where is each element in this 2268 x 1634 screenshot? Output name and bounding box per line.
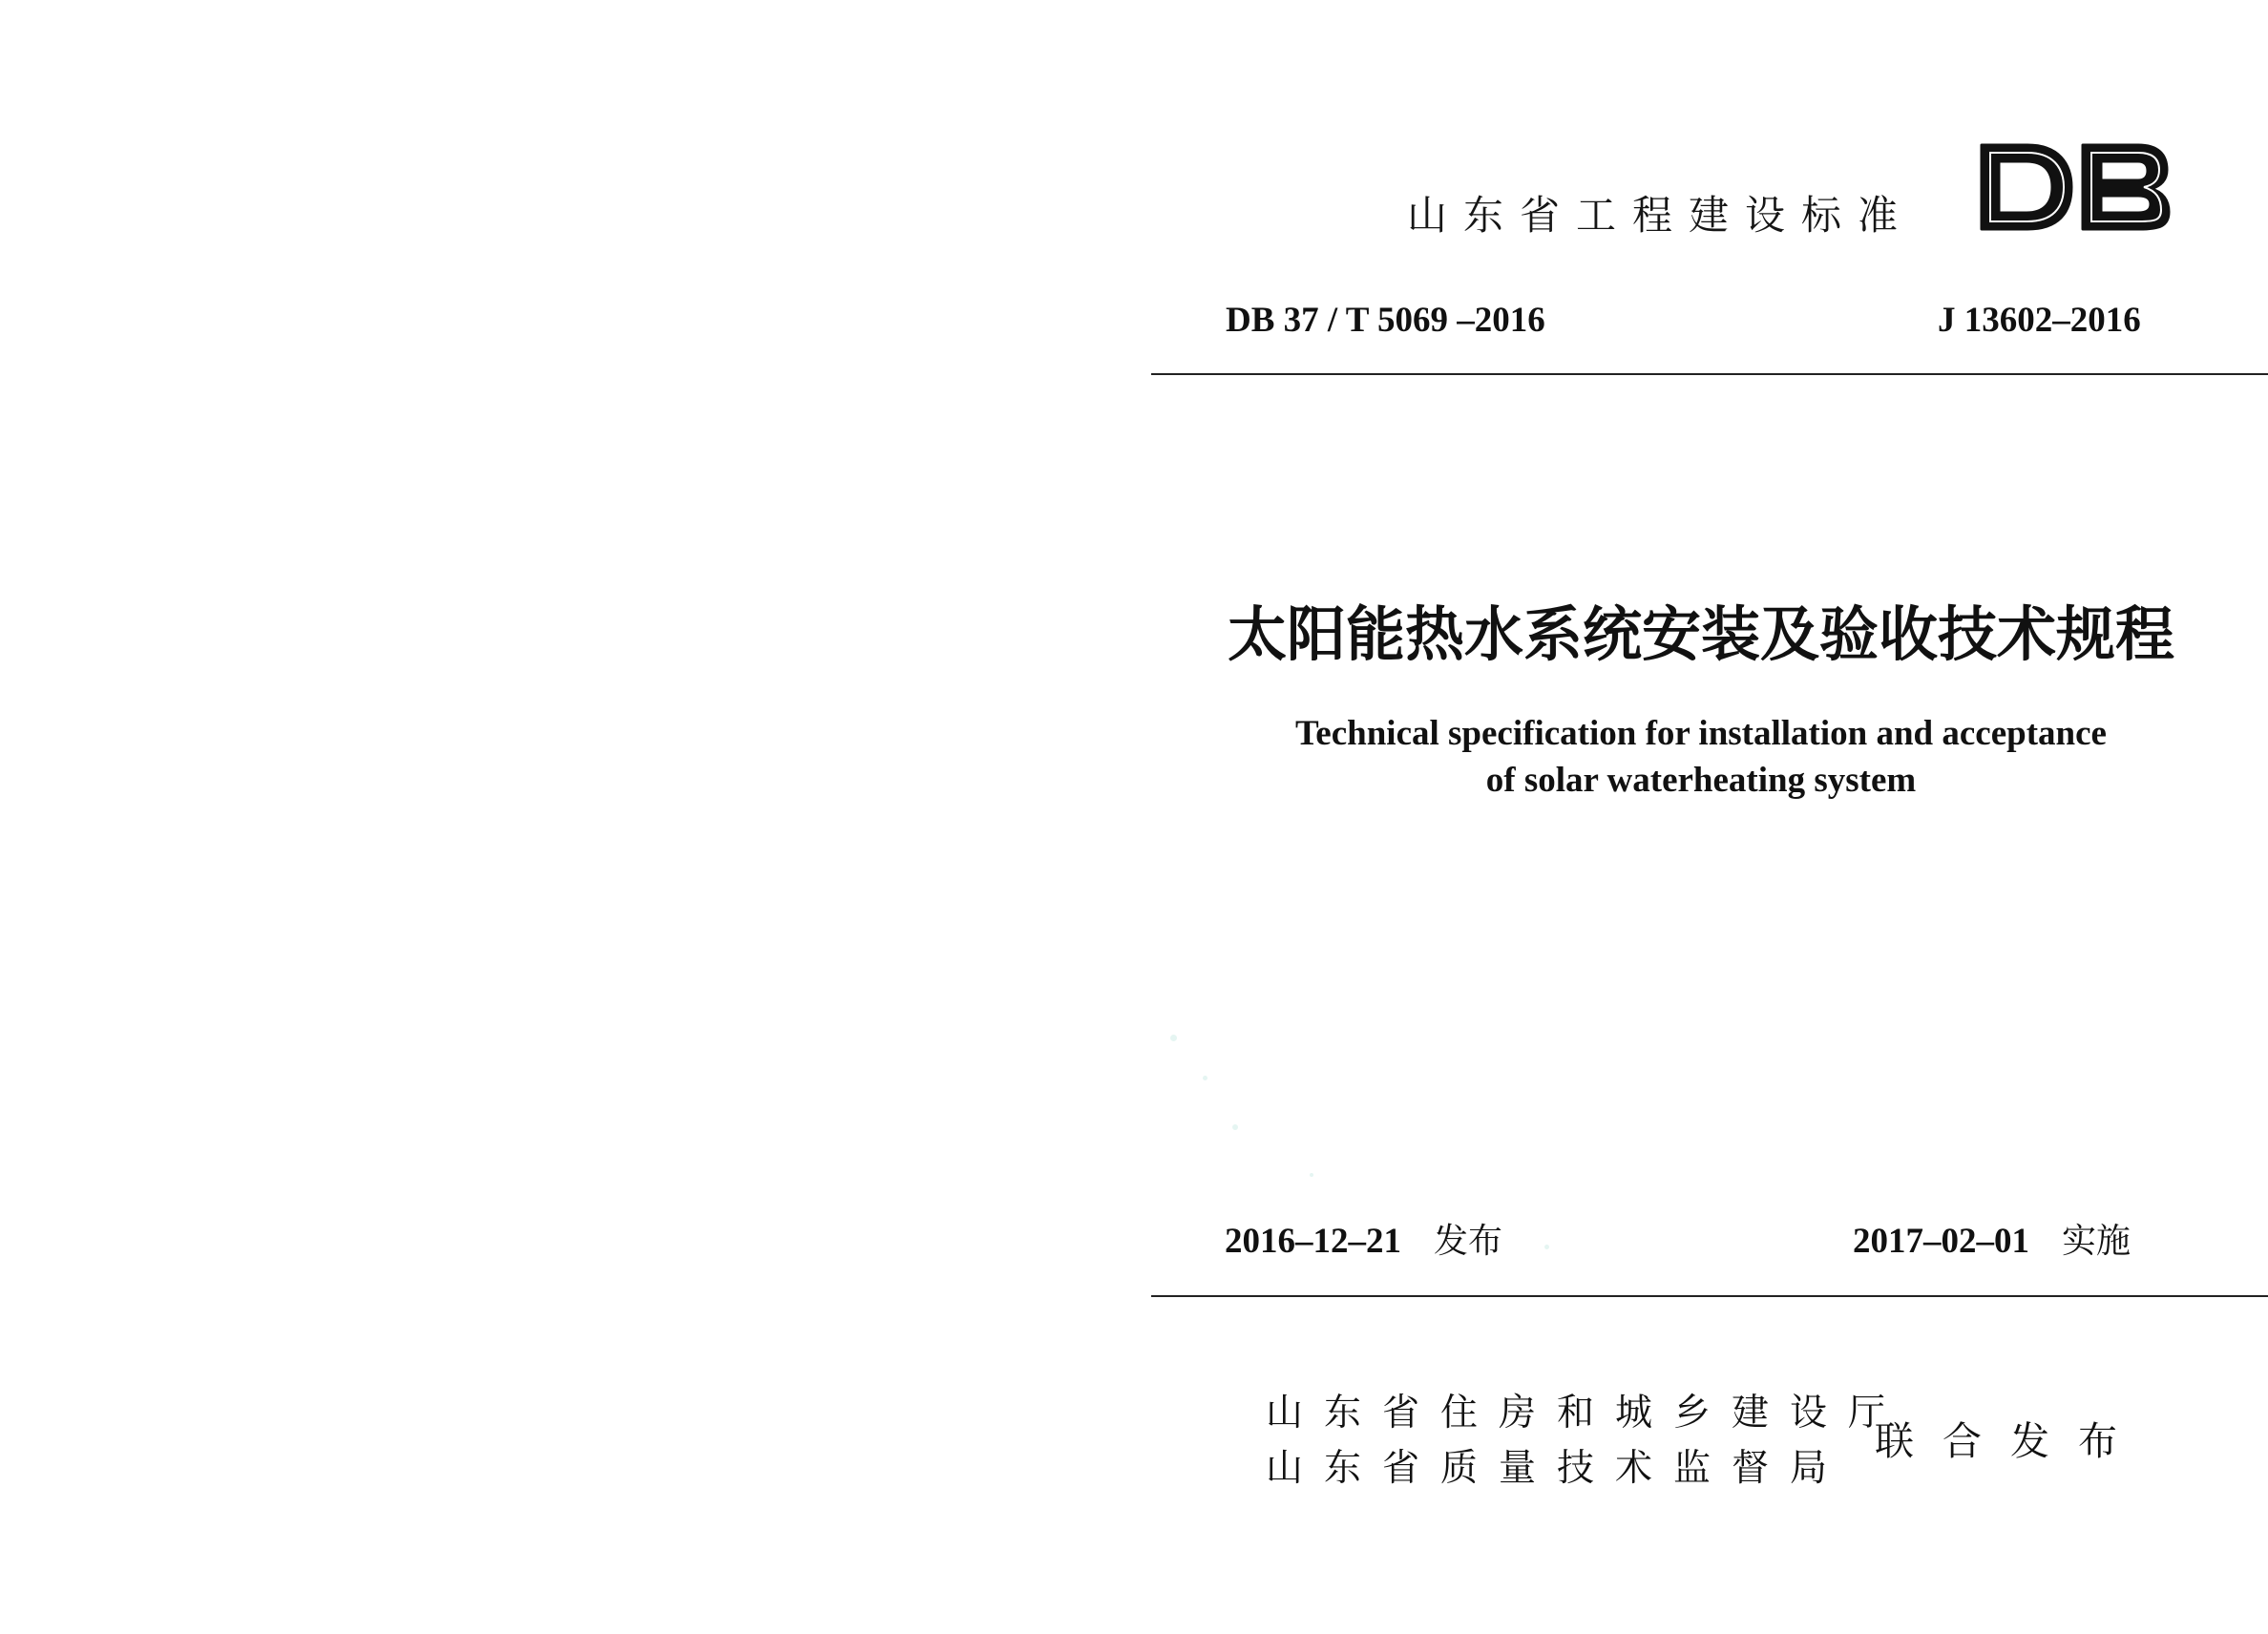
issuer-quality-bureau: 山东省质量技术监督局 [1266,1447,1849,1490]
scan-speck [1203,1076,1208,1080]
top-divider [1151,373,2268,375]
english-title-line-2: of solar waterheating system [1485,761,1917,800]
cover-page [1134,0,2268,1634]
scan-speck [1232,1124,1238,1130]
scan-speck [1544,1245,1549,1249]
english-title-line-1: Technical specification for installation and acceptance [1295,714,2107,753]
standard-number: DB 37 / T 5069 –2016 [1226,301,1545,340]
bottom-divider [1151,1295,2268,1297]
effective-label: 实施 [2062,1222,2132,1261]
publish-label: 发布 [1434,1222,1503,1261]
issuer-housing-department: 山东省住房和城乡建设厅 [1266,1392,1907,1435]
scan-speck [1170,1035,1177,1041]
scan-speck [1310,1173,1313,1177]
standard-category-header: 山东省工程建设标准 [1407,192,1915,239]
record-number: J 13602–2016 [1938,301,2141,340]
publish-date-row [1225,1218,1502,1266]
publish-date: 2016–12–21 [1225,1222,1401,1261]
issuing-authorities [1266,1386,1906,1497]
effective-date: 2017–02–01 [1853,1222,2029,1261]
english-title [1134,710,2268,804]
effective-date-row [1853,1218,2131,1266]
db-logo [1972,137,2173,237]
chinese-title: 太阳能热水系统安装及验收技术规程 [1227,599,2174,669]
joint-issue-label: 联合发布 [1875,1418,2146,1464]
